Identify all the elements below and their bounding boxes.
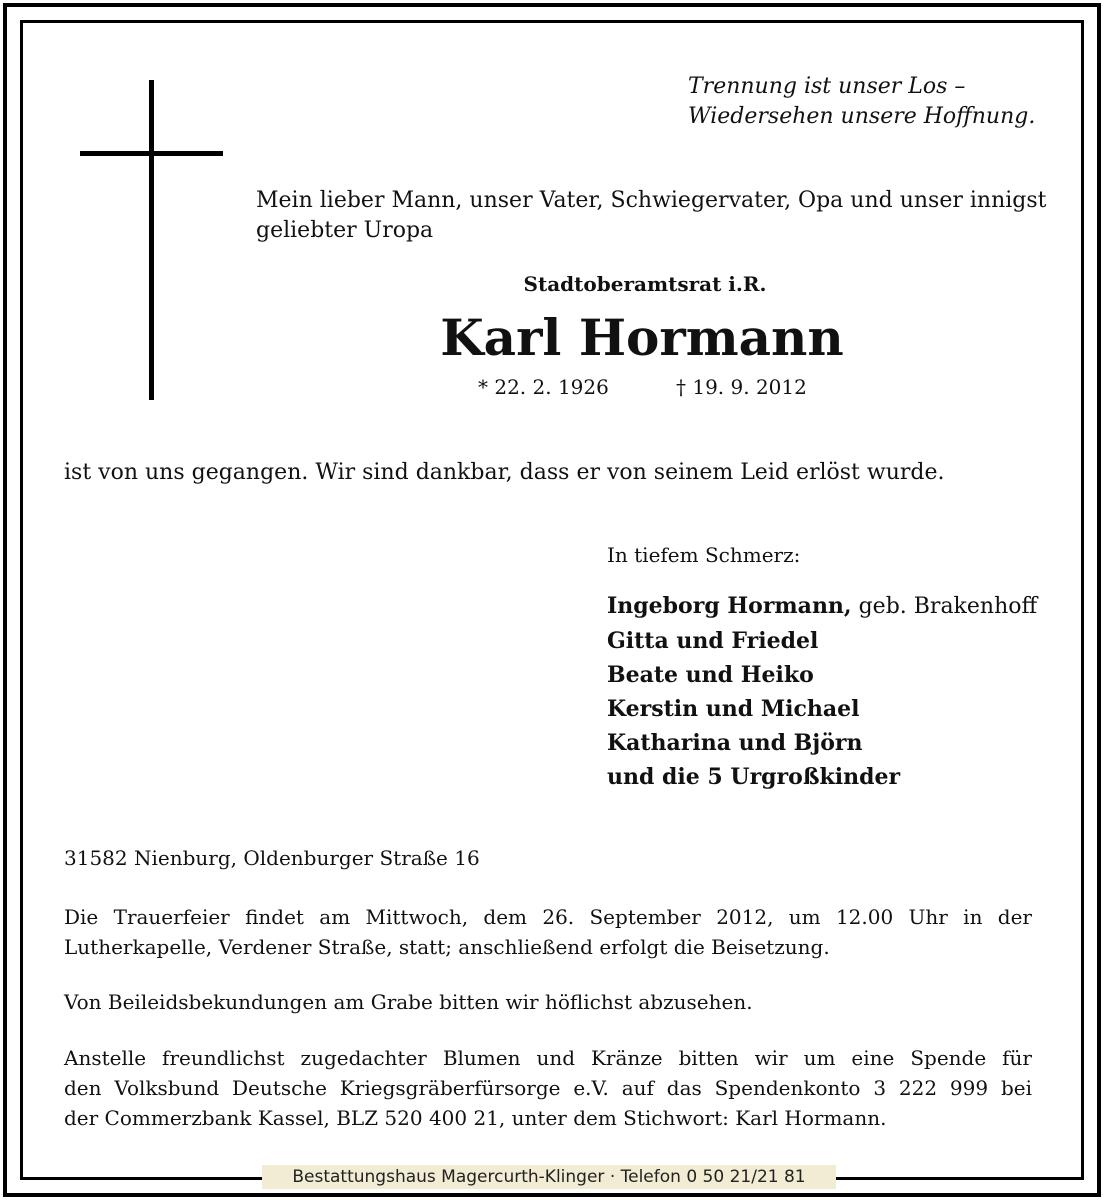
mourner-item: Beate und Heiko	[607, 662, 814, 688]
death-date: † 19. 9. 2012	[676, 375, 807, 399]
motto-line-1: Trennung ist unser Los –	[688, 74, 966, 99]
deceased-title: Stadtoberamtsrat i.R.	[523, 272, 767, 296]
deceased-name: Karl Hormann	[440, 308, 844, 367]
motto-quote	[688, 72, 1035, 132]
donation-line-2: den Volksbund Deutsche Kriegsgräberfürsorge e.V. auf das Spendenkonto 3 222 999 bei	[64, 1076, 1032, 1100]
mourners-list	[607, 589, 1037, 794]
mourner-item: Kerstin und Michael	[607, 696, 860, 722]
intro-text	[256, 186, 1046, 246]
condolence-notice	[64, 987, 1032, 1017]
family-address: 31582 Nienburg, Oldenburger Straße 16	[64, 846, 480, 870]
mourning-label: In tiefem Schmerz:	[607, 543, 801, 567]
funeral-home-footer: Bestattungshaus Magercurth-Klinger · Telefon 0 50 21/21 81	[262, 1165, 836, 1189]
intro-line-2: geliebter Uropa	[256, 218, 434, 243]
funeral-notice	[64, 902, 1032, 962]
mourner-widow-name: Ingeborg Hormann,	[607, 593, 852, 619]
donation-line-3: der Commerzbank Kassel, BLZ 520 400 21, unter dem Stichwort: Karl Hormann.	[64, 1106, 887, 1130]
mourner-item: Katharina und Björn	[607, 730, 863, 756]
mourner-widow-maiden-name: geb. Brakenhoff	[851, 594, 1038, 619]
mourner-item: Gitta und Friedel	[607, 628, 819, 654]
funeral-line-1: Die Trauerfeier findet am Mittwoch, dem 26. September 2012, um 12.00 Uhr in der	[64, 905, 1032, 929]
donation-line-1: Anstelle freundlichst zugedachter Blumen und Kränze bitten wir um eine Spende für	[64, 1046, 1032, 1070]
intro-line-1: Mein lieber Mann, unser Vater, Schwiegervater, Opa und unser innigst	[256, 188, 1047, 213]
cross-horizontal-bar	[80, 151, 223, 156]
funeral-line-2: Lutherkapelle, Verdener Straße, statt; anschließend erfolgt die Beisetzung.	[64, 935, 830, 959]
mourner-widow	[607, 589, 1037, 624]
passed-away-text: ist von uns gegangen. Wir sind dankbar, dass er von seinem Leid erlöst wurde.	[64, 460, 945, 485]
condolence-line: Von Beileidsbekundungen am Grabe bitten wir höflichst abzusehen.	[64, 990, 753, 1014]
mourner-item: und die 5 Urgroßkinder	[607, 764, 901, 790]
birth-date: * 22. 2. 1926	[478, 375, 609, 399]
motto-line-2: Wiedersehen unsere Hoffnung.	[688, 104, 1036, 129]
donation-notice	[64, 1043, 1032, 1133]
